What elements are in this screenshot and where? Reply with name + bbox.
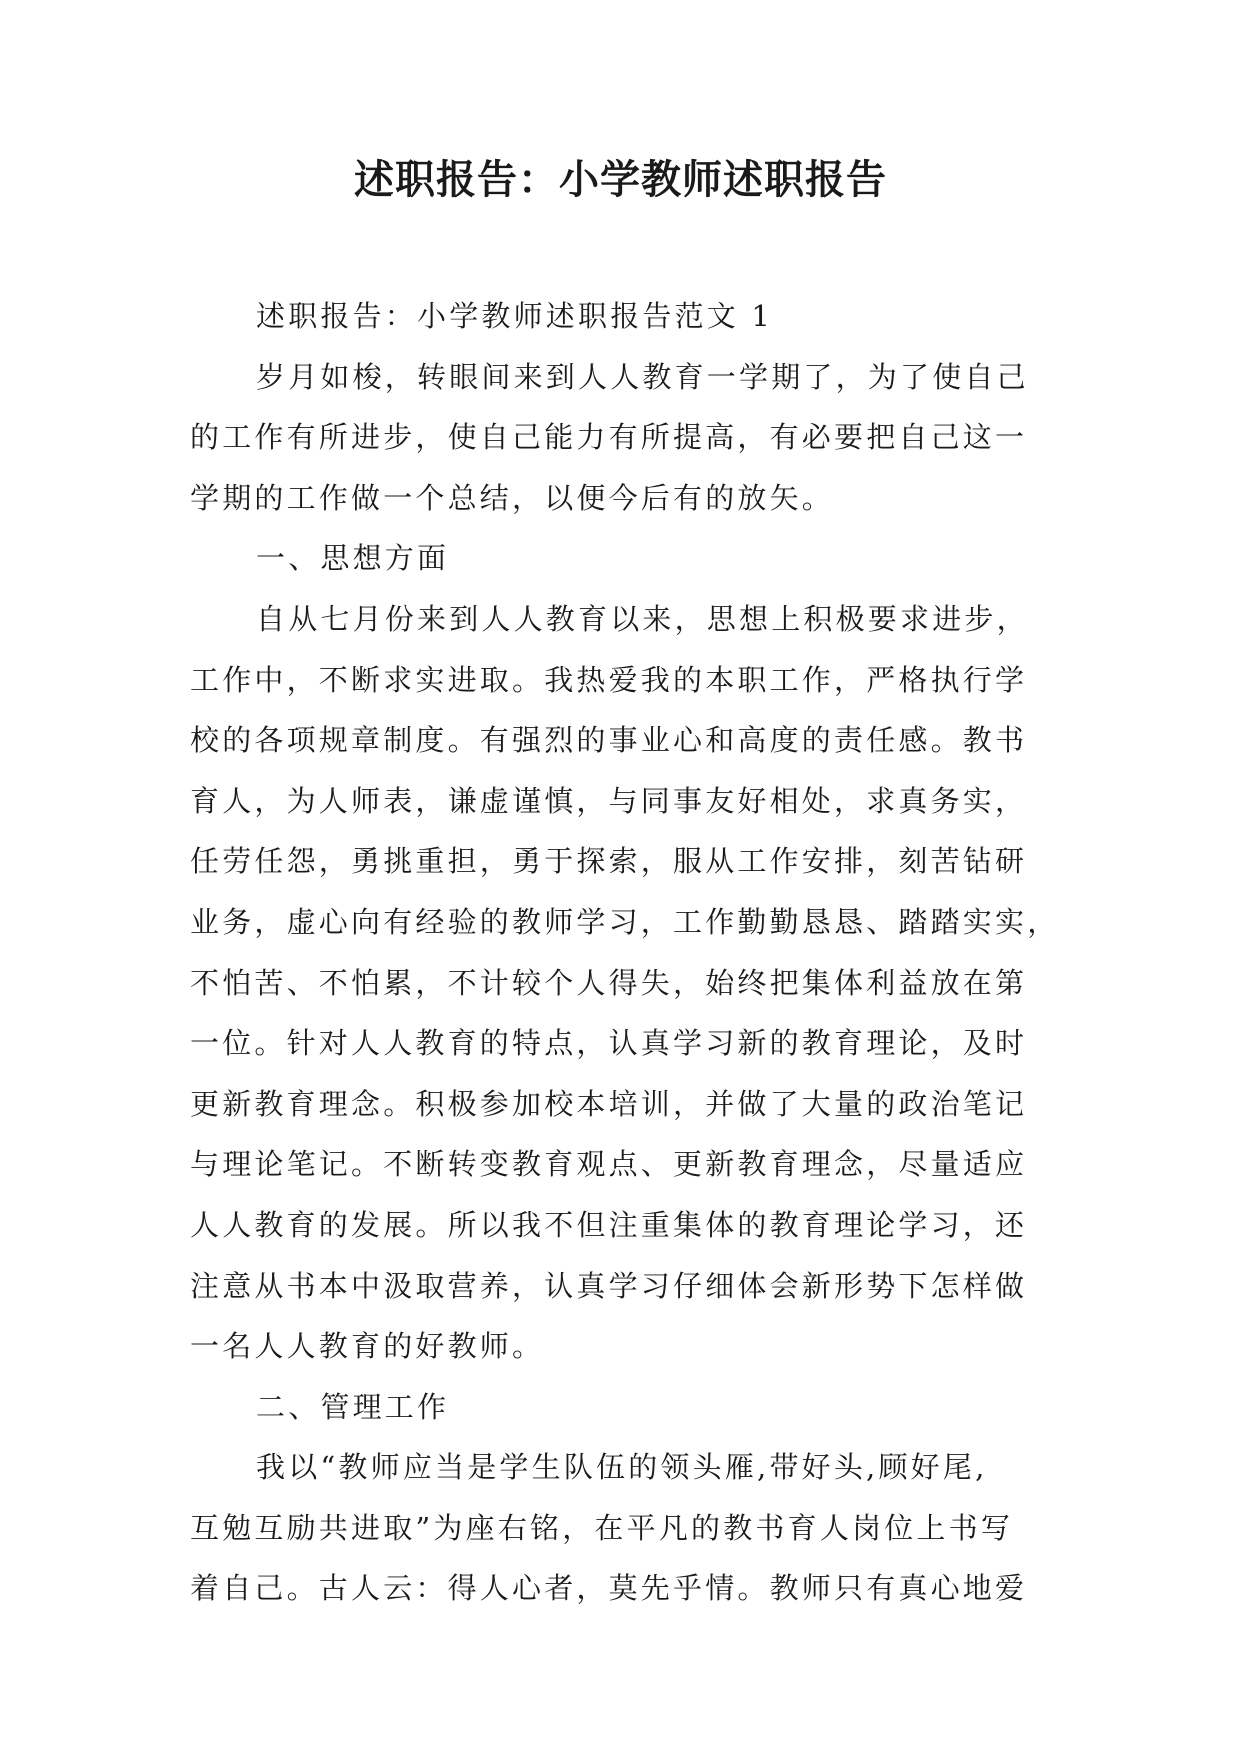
document-body	[190, 286, 1060, 1619]
body-line: 不怕苦、不怕累，不计较个人得失，始终把集体利益放在第	[190, 965, 1028, 1000]
body-line: 我以“教师应当是学生队伍的领头雁,带好头,顾好尾,	[256, 1450, 988, 1485]
body-line: 与理论笔记。不断转变教育观点、更新教育理念，尽量适应	[190, 1147, 1028, 1182]
body-line: 二、管理工作	[256, 1389, 450, 1424]
body-line: 人人教育的发展。所以我不但注重集体的教育理论学习，还	[190, 1207, 1028, 1242]
body-line: 工作中，不断求实进取。我热爱我的本职工作，严格执行学	[190, 662, 1028, 697]
body-line: 岁月如梭，转眼间来到人人教育一学期了，为了使自己	[256, 359, 1029, 394]
body-line: 一、思想方面	[256, 541, 450, 576]
body-line: 的工作有所进步，使自己能力有所提高，有必要把自己这一	[190, 420, 1028, 455]
body-line: 自从七月份来到人人教育以来，思想上积极要求进步，	[256, 601, 1029, 636]
body-line: 一位。针对人人教育的特点，认真学习新的教育理论，及时	[190, 1026, 1028, 1061]
body-line: 任劳任怨，勇挑重担，勇于探索，服从工作安排，刻苦钻研	[190, 844, 1028, 879]
body-line: 校的各项规章制度。有强烈的事业心和高度的责任感。教书	[190, 723, 1028, 758]
body-line: 学期的工作做一个总结，以便今后有的放矢。	[190, 480, 835, 515]
body-line: 业务，虚心向有经验的教师学习，工作勤勤恳恳、踏踏实实，	[190, 904, 1060, 939]
body-line: 互勉互励共进取”为座右铭，在平凡的教书育人岗位上书写	[190, 1510, 1014, 1545]
body-line: 一名人人教育的好教师。	[190, 1329, 545, 1364]
body-line: 育人，为人师表，谦虚谨慎，与同事友好相处，求真务实，	[190, 783, 1028, 818]
body-line: 述职报告：小学教师述职报告范文 1	[256, 299, 774, 333]
body-line: 着自己。古人云：得人心者，莫先乎情。教师只有真心地爱	[190, 1571, 1028, 1606]
body-line: 更新教育理念。积极参加校本培训，并做了大量的政治笔记	[190, 1086, 1028, 1121]
document-title: 述职报告：小学教师述职报告	[354, 157, 887, 203]
body-line: 注意从书本中汲取营养，认真学习仔细体会新形势下怎样做	[190, 1268, 1028, 1303]
